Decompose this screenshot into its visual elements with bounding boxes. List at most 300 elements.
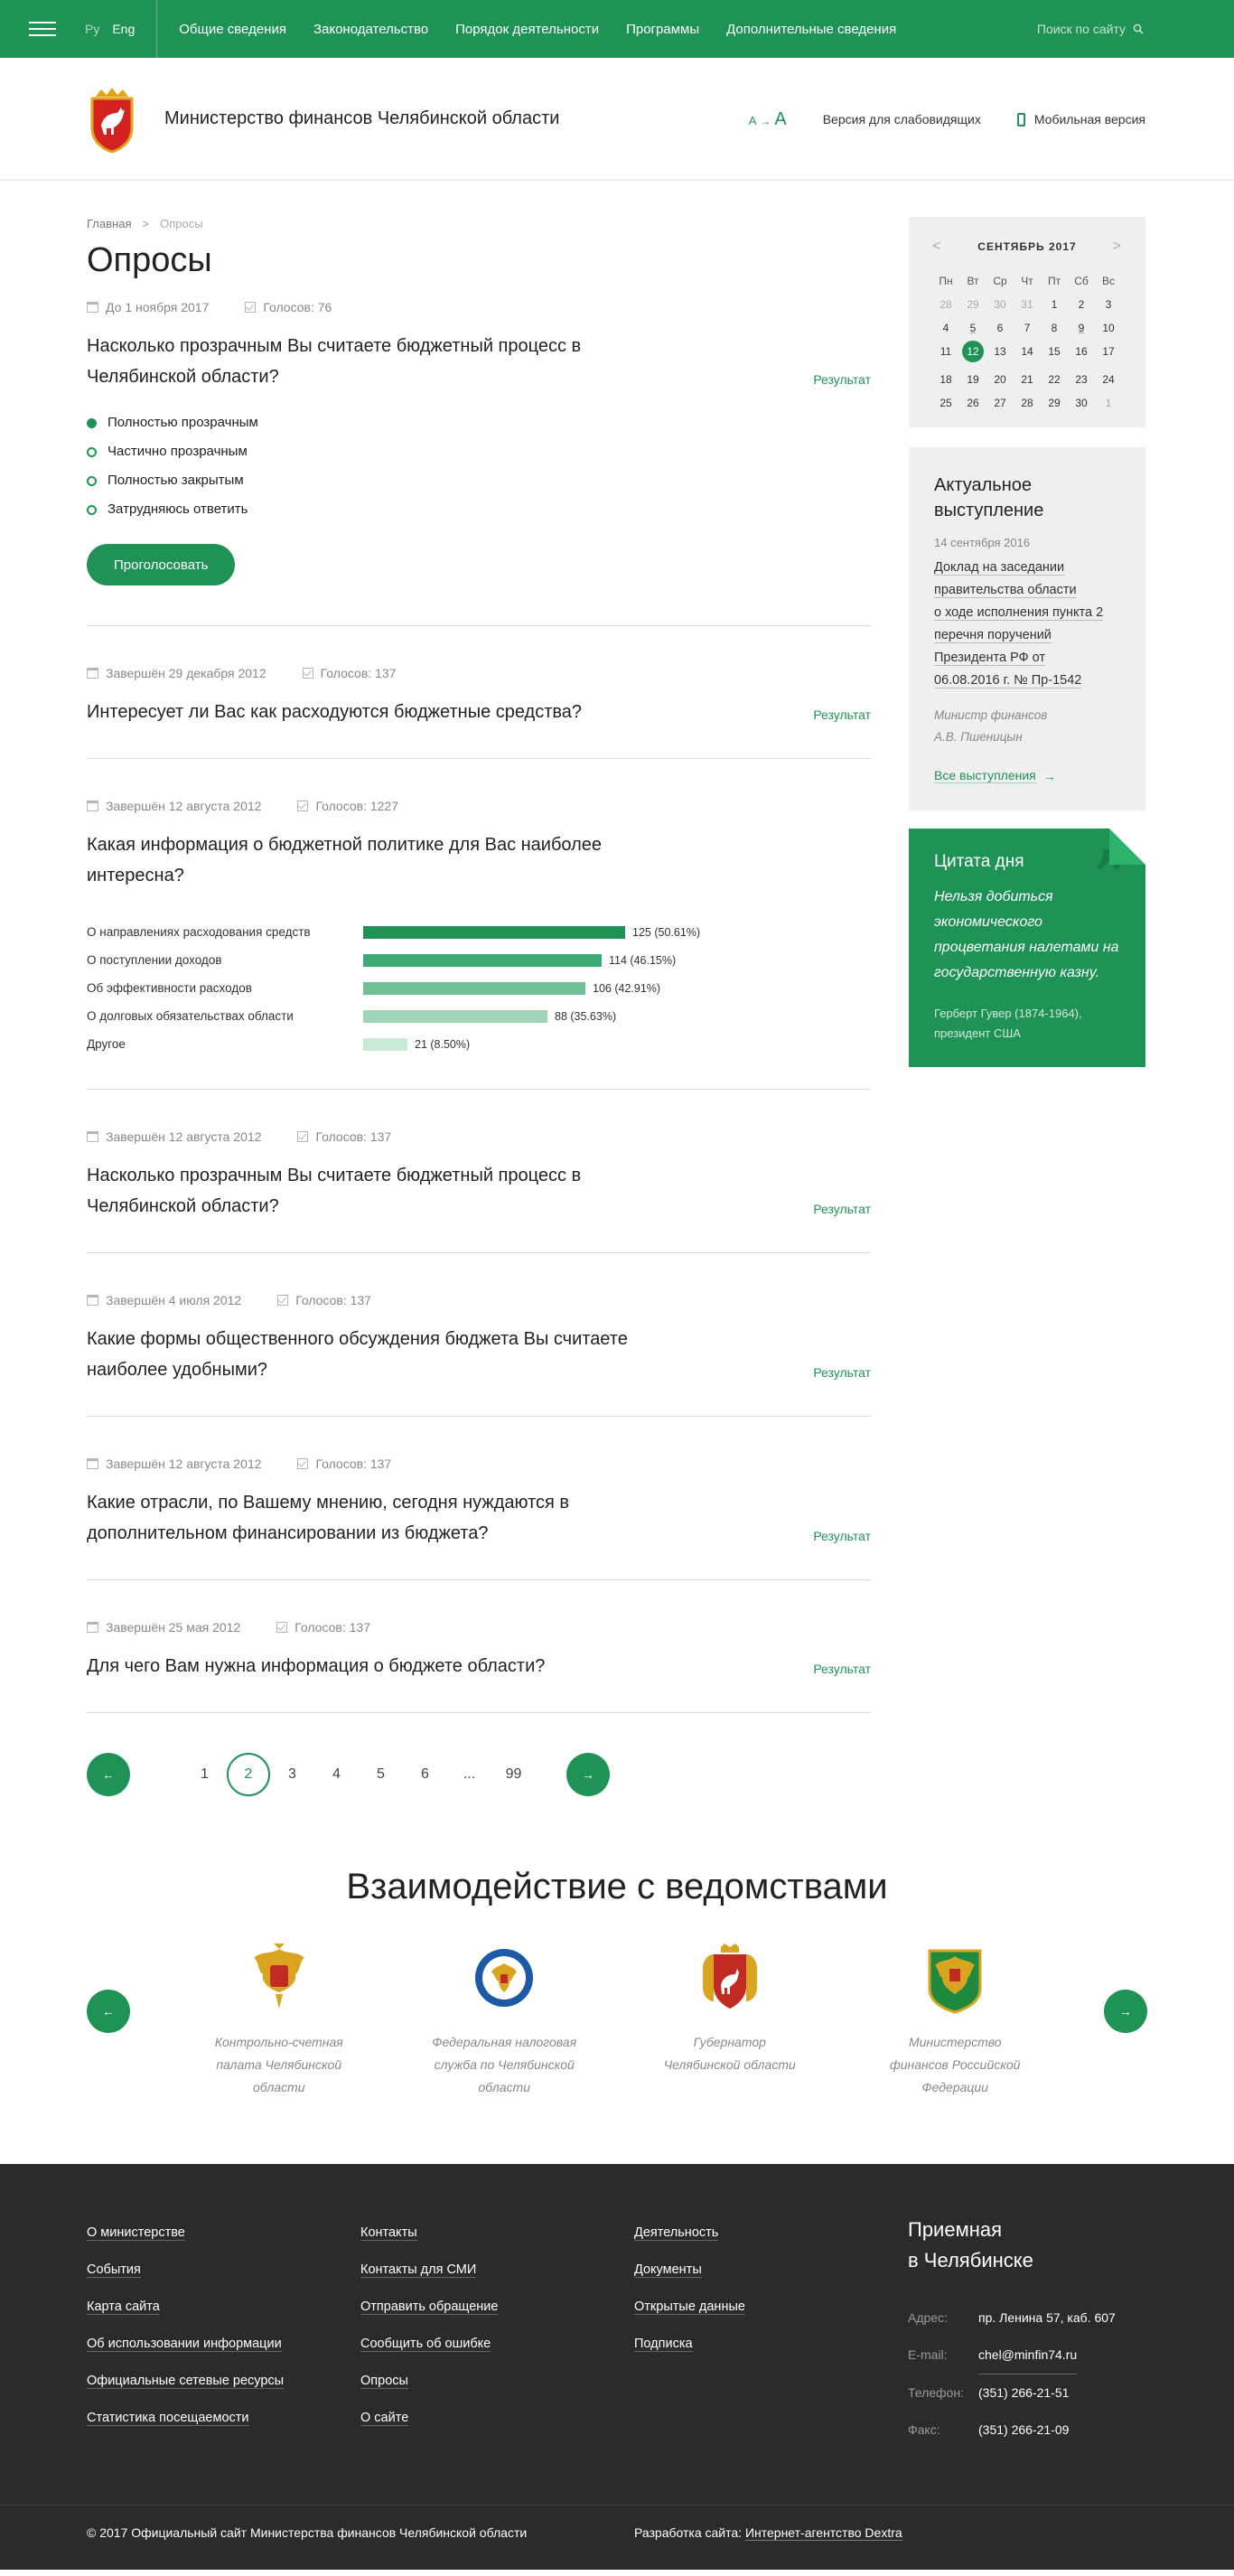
interaction-title: Взаимодействие с ведомствами bbox=[346, 1867, 888, 1906]
font-big-label: А bbox=[774, 108, 787, 129]
reception-contacts bbox=[908, 2215, 1116, 2449]
poll-date-text: Завершён 12 августа 2012 bbox=[106, 799, 262, 813]
speech-title: Актуальное выступление bbox=[934, 475, 1044, 520]
calendar-day-number: 29 bbox=[967, 298, 979, 311]
poll-date-text: Завершён 25 мая 2012 bbox=[106, 1620, 241, 1635]
pagination bbox=[87, 1753, 871, 1796]
quote-author-line: Герберт Гувер (1874-1964), bbox=[934, 1007, 1082, 1020]
calendar-day[interactable] bbox=[1014, 373, 1041, 386]
footer-link[interactable] bbox=[87, 2289, 360, 2326]
calendar-day[interactable] bbox=[1095, 322, 1122, 334]
pagination-ellipsis: ... bbox=[463, 1766, 476, 1782]
reception-key: Факс: bbox=[908, 2422, 940, 2437]
chevron-left-icon[interactable]: < bbox=[932, 239, 942, 254]
search-icon bbox=[1133, 23, 1144, 34]
calendar-day[interactable] bbox=[932, 298, 959, 311]
calendar-day[interactable] bbox=[959, 322, 986, 334]
poll-votes-text: Голосов: 137 bbox=[315, 1129, 392, 1144]
calendar-day-number: 7 bbox=[1024, 322, 1031, 334]
poll-item bbox=[87, 666, 871, 759]
calendar-header bbox=[932, 239, 1122, 255]
reception-row bbox=[908, 2337, 1116, 2375]
governor-crest-icon bbox=[699, 1942, 761, 2014]
weekday-label: Пт bbox=[1047, 275, 1061, 287]
result-link[interactable]: Результат bbox=[813, 707, 871, 722]
poll-date-text: Завершён 4 июля 2012 bbox=[106, 1293, 242, 1307]
poll-head bbox=[87, 1651, 871, 1681]
calendar-day-number: 19 bbox=[967, 373, 979, 386]
poll-meta bbox=[87, 1620, 871, 1635]
footer-link[interactable] bbox=[87, 2363, 360, 2400]
calendar-day[interactable] bbox=[1041, 397, 1068, 409]
speech-text-line: правительства области bbox=[934, 583, 1077, 597]
reception-title bbox=[908, 2215, 1116, 2276]
calendar-icon bbox=[87, 302, 98, 313]
weekday-label: Вт bbox=[967, 275, 979, 287]
calendar-icon bbox=[87, 801, 98, 811]
calendar-day[interactable] bbox=[1068, 397, 1095, 409]
nav-legislation[interactable]: Законодательство bbox=[313, 21, 429, 37]
weekday-label: Ср bbox=[993, 275, 1007, 287]
footer-link[interactable] bbox=[360, 2252, 634, 2289]
footer-link-label: О министерстве bbox=[87, 2225, 185, 2240]
result-bar bbox=[363, 926, 625, 939]
result-row bbox=[87, 974, 871, 1002]
calendar-day-number: 3 bbox=[1105, 298, 1112, 311]
calendar-day[interactable] bbox=[932, 345, 959, 362]
poll-option[interactable] bbox=[87, 495, 871, 524]
lang-en-link[interactable]: Eng bbox=[112, 22, 136, 36]
footer-link-label: Документы bbox=[634, 2262, 702, 2277]
calendar-day[interactable] bbox=[986, 298, 1014, 311]
footer-col-2 bbox=[360, 2215, 634, 2449]
quote-text: Нельзя добиться экономического процветания налетами на государственную казну. bbox=[934, 889, 1119, 980]
nav-additional[interactable]: Дополнительные сведения bbox=[726, 21, 897, 37]
partner-name: Контрольно-счетная палата Челябинской области bbox=[214, 2035, 343, 2094]
poll-options bbox=[87, 408, 871, 524]
calendar-grid bbox=[932, 275, 1122, 409]
poll-question[interactable]: Какие отрасли, по Вашему мнению, сегодня нуждаются в дополнительном финансировании из бюджета? bbox=[87, 1493, 570, 1543]
poll-date bbox=[87, 1293, 241, 1307]
poll-question[interactable]: Какая информация о бюджетной политике для Вас наиболее интересна? bbox=[87, 835, 603, 885]
developer-info bbox=[634, 2525, 902, 2570]
calendar-day-number: 25 bbox=[940, 397, 952, 409]
result-link[interactable]: Результат bbox=[813, 372, 871, 387]
partner-name: Федеральная налоговая служба по Челябинской области bbox=[432, 2035, 577, 2094]
calendar-day-number: 29 bbox=[1048, 397, 1061, 409]
calendar-day[interactable] bbox=[1095, 397, 1122, 409]
font-small-label: А bbox=[748, 113, 757, 127]
poll-date bbox=[87, 300, 209, 314]
calendar-day-number: 22 bbox=[1048, 373, 1061, 386]
footer-link-label: События bbox=[87, 2262, 141, 2277]
result-row bbox=[87, 946, 871, 974]
reception-email-link[interactable]: chel@minfin74.ru bbox=[978, 2337, 1077, 2375]
poll-question[interactable]: Какие формы общественного обсуждения бюджета Вы считаете наиболее удобными? bbox=[87, 1329, 628, 1380]
quote-of-day bbox=[909, 829, 1145, 1067]
calendar-day-number: 2 bbox=[1078, 298, 1085, 311]
arrow-right-icon: → bbox=[582, 1767, 594, 1782]
radio-icon[interactable] bbox=[87, 447, 97, 457]
calendar-day[interactable] bbox=[1068, 345, 1095, 362]
poll-meta bbox=[87, 300, 871, 314]
poll-date-text: Завершён 12 августа 2012 bbox=[106, 1129, 262, 1144]
partner-item[interactable] bbox=[879, 1942, 1031, 2099]
result-label: Другое bbox=[87, 1037, 126, 1051]
footer-link[interactable] bbox=[634, 2252, 908, 2289]
calendar-day-number: 1 bbox=[1105, 397, 1112, 409]
arrow-right-icon: → bbox=[1042, 768, 1056, 783]
calendar-day[interactable] bbox=[1014, 397, 1041, 409]
result-row bbox=[87, 1030, 871, 1058]
lang-ru-link[interactable]: Ру bbox=[85, 22, 100, 36]
footer-link[interactable] bbox=[634, 2326, 908, 2363]
all-speeches-link[interactable] bbox=[934, 768, 1120, 783]
calendar-day[interactable] bbox=[1014, 298, 1041, 311]
breadcrumb-current: Опросы bbox=[160, 217, 203, 230]
calendar-day-number: 30 bbox=[994, 298, 1006, 311]
partner-item[interactable] bbox=[428, 1942, 580, 2099]
checkbox-icon bbox=[245, 302, 256, 313]
page-numbers bbox=[182, 1753, 536, 1796]
calendar-day[interactable] bbox=[1041, 345, 1068, 362]
poll-votes bbox=[276, 1620, 370, 1635]
poll-votes bbox=[297, 1457, 391, 1471]
poll-option-label: Затрудняюсь ответить bbox=[108, 501, 248, 517]
developer-label: Разработка сайта: bbox=[634, 2525, 743, 2540]
calendar-day-number: 6 bbox=[996, 322, 1004, 334]
result-value: 125 (50.61%) bbox=[632, 925, 701, 939]
reception-row bbox=[908, 2300, 1116, 2337]
result-value: 88 (35.63%) bbox=[555, 1009, 617, 1023]
breadcrumb-home[interactable]: Главная bbox=[87, 217, 132, 230]
poll-option-label: Полностью прозрачным bbox=[108, 415, 258, 430]
footer-link-label: Статистика посещаемости bbox=[87, 2411, 249, 2425]
result-link[interactable]: Результат bbox=[813, 1202, 871, 1216]
result-label: Об эффективности расходов bbox=[87, 981, 252, 995]
poll-votes-text: Голосов: 76 bbox=[263, 300, 332, 314]
developer-name: Интернет-агентство Dextra bbox=[744, 2525, 902, 2540]
carousel-next-button[interactable] bbox=[1104, 1990, 1147, 2033]
footer-link[interactable] bbox=[360, 2289, 634, 2326]
result-row bbox=[87, 1002, 871, 1030]
poll-date bbox=[87, 1457, 261, 1471]
reception-rows bbox=[908, 2300, 1116, 2449]
partner-name: Министерство финансов Российской Федерации bbox=[890, 2035, 1021, 2094]
poll-item bbox=[87, 1129, 871, 1253]
calendar-day-number: 20 bbox=[994, 373, 1006, 386]
calendar-day-number: 10 bbox=[1102, 322, 1115, 334]
poll-head bbox=[87, 697, 871, 727]
footer-link[interactable] bbox=[634, 2215, 908, 2252]
chevron-right-icon: > bbox=[142, 217, 150, 230]
footer-link-label: Контакты bbox=[360, 2225, 417, 2240]
actual-speech bbox=[909, 447, 1145, 810]
speech-text-line: о ходе исполнения пункта 2 bbox=[934, 605, 1104, 620]
speech-date: 14 сентября 2016 bbox=[934, 536, 1031, 549]
footer-bottom bbox=[0, 2505, 1234, 2570]
reception-row bbox=[908, 2375, 1116, 2412]
page-content bbox=[0, 181, 1234, 1796]
calendar-day[interactable] bbox=[1095, 298, 1122, 311]
poll-head bbox=[87, 1160, 871, 1222]
poll-item bbox=[87, 1620, 871, 1713]
copyright: © 2017 Официальный сайт Министерства финансов Челябинской области bbox=[87, 2525, 528, 2540]
result-label: О направлениях расходования средств bbox=[87, 925, 311, 939]
chevron-right-icon[interactable]: > bbox=[1112, 239, 1122, 254]
footer-link[interactable] bbox=[87, 2400, 360, 2437]
developer-link[interactable] bbox=[745, 2525, 902, 2541]
poll-question[interactable]: Для чего Вам нужна информация о бюджете области? bbox=[87, 1656, 546, 1676]
footer-link-label: Открытые данные bbox=[634, 2300, 745, 2314]
calendar-day[interactable] bbox=[1068, 322, 1095, 334]
poll-votes bbox=[303, 666, 397, 680]
poll-meta bbox=[87, 1457, 871, 1471]
checkbox-icon bbox=[297, 1458, 308, 1469]
all-speeches-label: Все выступления bbox=[934, 768, 1036, 782]
page-number[interactable]: 6 bbox=[421, 1766, 429, 1782]
calendar-day[interactable] bbox=[1068, 298, 1095, 311]
nav-procedure[interactable]: Порядок деятельности bbox=[455, 21, 600, 37]
prev-page-button[interactable] bbox=[87, 1753, 130, 1796]
poll-votes-text: Голосов: 137 bbox=[315, 1457, 392, 1471]
footer-link-label: Карта сайта bbox=[87, 2300, 160, 2314]
menu-icon[interactable] bbox=[29, 22, 56, 36]
poll-item bbox=[87, 1457, 871, 1580]
poll-question[interactable]: Насколько прозрачным Вы считаете бюджетный процесс в Челябинской области? bbox=[87, 336, 582, 387]
result-track bbox=[363, 1038, 470, 1051]
calendar-day-number: 21 bbox=[1021, 373, 1033, 386]
footer-link-label: Контакты для СМИ bbox=[360, 2262, 477, 2277]
poll-item bbox=[87, 799, 871, 1090]
vote-button[interactable]: Проголосовать bbox=[87, 544, 235, 585]
calendar-day-number: 14 bbox=[1021, 345, 1033, 358]
page-number[interactable]: 3 bbox=[288, 1766, 296, 1782]
calendar-day-number: 18 bbox=[940, 373, 952, 386]
radio-icon[interactable] bbox=[87, 476, 97, 486]
eagle-crest-icon bbox=[248, 1942, 310, 2014]
calendar-day-number: 28 bbox=[940, 298, 952, 311]
result-link[interactable]: Результат bbox=[813, 1365, 871, 1380]
reception-title-line: в Челябинске bbox=[908, 2249, 1033, 2272]
footer-link-label: Подписка bbox=[634, 2337, 693, 2351]
page-number[interactable]: 99 bbox=[505, 1766, 522, 1782]
calendar-day[interactable] bbox=[959, 345, 986, 362]
poll-date-text: Завершён 29 декабря 2012 bbox=[106, 666, 266, 680]
calendar-day[interactable] bbox=[1095, 345, 1122, 362]
poll-date-text: Завершён 12 августа 2012 bbox=[106, 1457, 262, 1471]
calendar-icon bbox=[87, 668, 98, 679]
nav-programs[interactable]: Программы bbox=[626, 21, 700, 37]
footer-col-1 bbox=[87, 2215, 360, 2449]
result-link[interactable]: Результат bbox=[813, 1662, 871, 1676]
site-title[interactable]: Министерство финансов Челябинской области bbox=[164, 108, 560, 128]
calendar-day[interactable] bbox=[932, 322, 959, 334]
quote-author-line: президент США bbox=[934, 1026, 1021, 1040]
calendar-day[interactable] bbox=[986, 373, 1014, 386]
calendar-day[interactable] bbox=[986, 322, 1014, 334]
font-size-switch[interactable] bbox=[749, 109, 787, 130]
poll-option[interactable] bbox=[87, 408, 871, 437]
poll-head bbox=[87, 1487, 871, 1549]
footer-link[interactable] bbox=[87, 2215, 360, 2252]
calendar-day[interactable] bbox=[1041, 298, 1068, 311]
footer-link-label: Деятельность bbox=[634, 2225, 719, 2240]
result-label: О долговых обязательствах области bbox=[87, 1009, 294, 1023]
radio-icon[interactable] bbox=[87, 505, 97, 515]
poll-meta bbox=[87, 799, 871, 813]
arrow-right-icon: → bbox=[1119, 2004, 1132, 2019]
search-input[interactable] bbox=[1037, 22, 1144, 36]
mobile-version-label: Мобильная версия bbox=[1033, 112, 1145, 126]
vision-version-link[interactable]: Версия для слабовидящих bbox=[822, 112, 981, 126]
carousel-prev-button[interactable] bbox=[87, 1990, 130, 2033]
calendar-day[interactable] bbox=[1095, 373, 1122, 386]
search-placeholder: Поиск по сайту bbox=[1036, 22, 1126, 36]
footer-link[interactable] bbox=[360, 2363, 634, 2400]
quote-title: Цитата дня bbox=[934, 852, 1024, 871]
breadcrumb bbox=[87, 217, 871, 230]
arrow-right-icon: → bbox=[760, 114, 771, 127]
footer-link[interactable] bbox=[634, 2289, 908, 2326]
calendar-day-number: 24 bbox=[1102, 373, 1115, 386]
calendar-day-number: 17 bbox=[1102, 345, 1115, 358]
checkbox-icon bbox=[277, 1295, 288, 1306]
calendar-day-number: 11 bbox=[940, 345, 952, 358]
page-number[interactable]: 2 bbox=[227, 1753, 270, 1796]
poll-option[interactable] bbox=[87, 466, 871, 495]
checkbox-icon bbox=[297, 801, 308, 811]
page-number[interactable]: 4 bbox=[332, 1766, 341, 1782]
result-row bbox=[87, 918, 871, 946]
result-link[interactable]: Результат bbox=[813, 1529, 871, 1543]
poll-meta bbox=[87, 1129, 871, 1144]
calendar-day[interactable] bbox=[1014, 322, 1041, 334]
calendar-day[interactable] bbox=[932, 397, 959, 409]
calendar-day[interactable] bbox=[986, 345, 1014, 362]
poll-option[interactable] bbox=[87, 437, 871, 466]
calendar-day-number: 23 bbox=[1075, 373, 1088, 386]
calendar-day-number: 30 bbox=[1075, 397, 1088, 409]
poll-meta bbox=[87, 1293, 871, 1307]
result-track bbox=[363, 926, 700, 939]
calendar-day[interactable] bbox=[986, 397, 1014, 409]
calendar-day-number: 4 bbox=[942, 322, 949, 334]
reception-key: E-mail: bbox=[908, 2347, 948, 2362]
mobile-version-link[interactable] bbox=[1017, 112, 1145, 126]
arrow-left-icon: ← bbox=[102, 1767, 115, 1782]
poll-item bbox=[87, 300, 871, 626]
calendar-day-number: 27 bbox=[994, 397, 1006, 409]
footer-link-label: Об использовании информации bbox=[87, 2337, 282, 2351]
page-number[interactable]: 1 bbox=[201, 1766, 209, 1782]
poll-date bbox=[87, 1129, 261, 1144]
result-bar bbox=[363, 1038, 407, 1051]
poll-results bbox=[87, 918, 871, 1058]
footer-link-label: Официальные сетевые ресурсы bbox=[87, 2374, 285, 2388]
speech-link[interactable] bbox=[934, 557, 1120, 692]
result-track bbox=[363, 982, 660, 995]
calendar-day[interactable] bbox=[959, 373, 986, 386]
calendar-today: 12 bbox=[962, 341, 984, 362]
poll-meta bbox=[87, 666, 871, 680]
poll-date bbox=[87, 799, 261, 813]
poll-date bbox=[87, 666, 266, 680]
poll-item bbox=[87, 1293, 871, 1417]
checkbox-icon bbox=[276, 1622, 287, 1633]
weekday-label: Вс bbox=[1101, 275, 1115, 287]
speech-text-line: 06.08.2016 г. № Пр-1542 bbox=[934, 673, 1082, 688]
partner-item[interactable] bbox=[203, 1942, 355, 2099]
footer-link[interactable] bbox=[360, 2400, 634, 2437]
chelyabinsk-crest-icon[interactable] bbox=[87, 86, 137, 153]
poll-votes bbox=[277, 1293, 371, 1307]
poll-votes-text: Голосов: 137 bbox=[295, 1293, 371, 1307]
footer-link[interactable] bbox=[87, 2326, 360, 2363]
poll-question[interactable]: Интересует ли Вас как расходуются бюджетные средства? bbox=[87, 702, 583, 722]
partner-item[interactable] bbox=[654, 1942, 806, 2099]
calendar-icon bbox=[87, 1131, 98, 1142]
top-bar bbox=[0, 0, 1234, 58]
calendar-day-number: 28 bbox=[1021, 397, 1033, 409]
poll-head bbox=[87, 1324, 871, 1385]
footer-link-label: Опросы bbox=[360, 2374, 408, 2388]
calendar-day[interactable] bbox=[1041, 373, 1068, 386]
result-value: 114 (46.15%) bbox=[609, 953, 677, 967]
calendar-icon bbox=[87, 1295, 98, 1306]
result-bar bbox=[363, 1010, 547, 1023]
poll-date bbox=[87, 1620, 240, 1635]
poll-question[interactable]: Насколько прозрачным Вы считаете бюджетный процесс в Челябинской области? bbox=[87, 1166, 582, 1216]
page-title: Опросы bbox=[87, 241, 212, 279]
weekday-label: Сб bbox=[1074, 275, 1089, 287]
calendar-day-number: 15 bbox=[1048, 345, 1061, 358]
calendar-day-number: 9 bbox=[1078, 322, 1085, 334]
result-track bbox=[363, 954, 676, 967]
radio-checked-icon[interactable] bbox=[87, 418, 97, 428]
site-footer bbox=[0, 2164, 1234, 2570]
result-bar bbox=[363, 954, 602, 967]
poll-head bbox=[87, 331, 871, 392]
footer-link[interactable] bbox=[360, 2326, 634, 2363]
calendar-day[interactable] bbox=[959, 397, 986, 409]
footer-link[interactable] bbox=[87, 2252, 360, 2289]
calendar-day[interactable] bbox=[1068, 373, 1095, 386]
footer-link[interactable] bbox=[360, 2215, 634, 2252]
calendar-day[interactable] bbox=[959, 298, 986, 311]
poll-votes-text: Голосов: 137 bbox=[320, 666, 397, 680]
poll-votes bbox=[297, 1129, 391, 1144]
speech-author-line: Министр финансов bbox=[934, 708, 1048, 722]
result-value: 21 (8.50%) bbox=[415, 1037, 471, 1051]
calendar-day[interactable] bbox=[1014, 345, 1041, 362]
calendar-day-number: 13 bbox=[994, 345, 1006, 358]
arrow-left-icon: ← bbox=[102, 2004, 115, 2019]
speech-author-line: А.В. Пшеницын bbox=[934, 730, 1023, 744]
header-tools bbox=[749, 58, 1145, 181]
poll-head bbox=[87, 829, 871, 891]
calendar-widget bbox=[909, 217, 1145, 427]
partners-carousel bbox=[87, 1942, 1147, 2099]
poll-votes-text: Голосов: 1227 bbox=[315, 799, 398, 813]
calendar-day[interactable] bbox=[1041, 322, 1068, 334]
nav-general[interactable]: Общие сведения bbox=[179, 21, 286, 37]
language-switch bbox=[85, 0, 157, 58]
poll-option-label: Частично прозрачным bbox=[108, 444, 248, 459]
page-number[interactable]: 5 bbox=[377, 1766, 385, 1782]
next-page-button[interactable] bbox=[566, 1753, 610, 1796]
calendar-day[interactable] bbox=[932, 373, 959, 386]
